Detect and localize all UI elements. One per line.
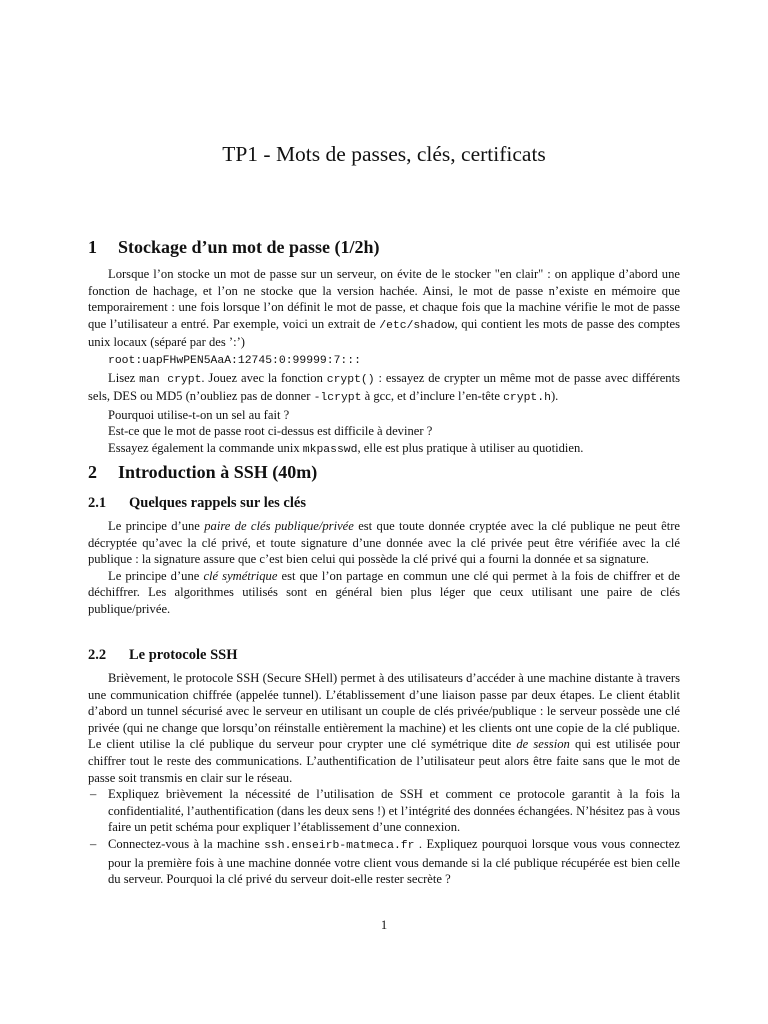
subsection-title: Quelques rappels sur les clés bbox=[129, 495, 306, 511]
section-number: 1 bbox=[88, 237, 97, 257]
code-line: root:uapFHwPEN5AaA:12745:0:99999:7::: bbox=[108, 354, 361, 367]
document-page bbox=[88, 0, 680, 1024]
question-list bbox=[88, 786, 680, 888]
page-number: 1 bbox=[380, 918, 388, 932]
subsection-title: Le protocole SSH bbox=[129, 647, 238, 663]
section-title: Introduction à SSH (40m) bbox=[118, 462, 318, 482]
subsection-2-1-heading bbox=[88, 493, 306, 513]
subsection-number: 2.1 bbox=[88, 495, 107, 511]
code-inline: /etc/shadow bbox=[379, 319, 455, 332]
question: Essayez également la commande unix mkpasswd, elle est plus pratique à utiliser au quotidien. bbox=[108, 440, 584, 456]
paragraph: Le principe d’une paire de clés publique/privée est que toute donnée cryptée avec la clé publique ne peut être décryptée qu’avec la clé privé, et toute signature d’une donnée avec la clé privée peut être vérifiée avec la clé publique : la signature assure que c’est bien celui qui possède la clé privé qui a fourni la donnée et sa signature. bbox=[88, 519, 680, 567]
document-title: TP1 - Mots de passes, clés, certificats bbox=[222, 142, 546, 166]
section-1-body bbox=[88, 266, 680, 459]
paragraph: Lorsque l’on stocke un mot de passe sur un serveur, on évite de le stocker "en clair" : on applique d’abord une fonction de hachage, et l’on ne stocke que la version hachée. Ainsi, le mot de passe n’existe en mémoire que temporairement : une fois lorsque l’on définit le mot de passe, et chaque fois que la machine vérifie le mot de passe que l’utilisateur a entré. Par exemple, voici un extrait de /etc/shadow, qui contient les mots de passe des comptes unix locaux (séparé par des ’:’) bbox=[88, 267, 680, 350]
paragraph: Le principe d’une clé symétrique est que l’on partage en commun une clé qui permet à la fois de chiffrer et de déchiffrer. Les algorithmes utilisés sont en général bien plus léger que ceux utilisant une paire de clés publique/privée. bbox=[88, 568, 680, 616]
list-item: – Expliquez brièvement la nécessité de l’utilisation de SSH et comment ce protocole garantit à la fois la confidentialité, l’authentification (dans les deux sens !) et l’intégrité des données échangées. N’hésitez pas à vous faire un petit schéma pour expliquer l’établissement d’une connexion. bbox=[90, 787, 680, 835]
question: Est-ce que le mot de passe root ci-dessus est difficile à deviner ? bbox=[108, 424, 433, 439]
subsection-2-2-heading bbox=[88, 645, 237, 665]
list-item: – Connectez-vous à la machine ssh.enseirb-matmeca.fr . Expliquez pourquoi lorsque vous vous connectez pour la première fois à une machine donnée votre client vous demande si la clé publique récupérée est bien celle du serveur. Pourquoi la clé privé du serveur doit-elle rester secrète ? bbox=[90, 836, 680, 887]
question: Pourquoi utilise-t-on un sel au fait ? bbox=[108, 407, 290, 422]
section-2-heading bbox=[88, 460, 317, 484]
section-1-heading bbox=[88, 235, 380, 259]
subsection-2-1-body bbox=[88, 518, 680, 618]
paragraph: Lisez man crypt. Jouez avec la fonction crypt() : essayez de crypter un même mot de passe avec différents sels, DES ou MD5 (n’oubliez pas de donner -lcrypt à gcc, et d’inclure l’en-tête crypt.h). bbox=[88, 370, 680, 405]
section-number: 2 bbox=[88, 462, 97, 482]
subsection-2-2-body bbox=[88, 670, 680, 888]
section-title: Stockage d’un mot de passe (1/2h) bbox=[118, 237, 380, 257]
subsection-number: 2.2 bbox=[88, 647, 107, 663]
paragraph: Brièvement, le protocole SSH (Secure SHell) permet à des utilisateurs d’accéder à une machine distante à travers une communication chiffrée (appelée tunnel). L’établissement d’une liaison passe par deux étapes. Le client établit d’abord un tunnel sécurisé avec le serveur en utilisant un couple de clés privée/publique : le serveur possède une clé privée (qui ne change que lorsqu’on réinstalle entièrement la machine) et les clients ont une copie de la clé publique. Le client utilise la clé publique du serveur pour crypter une clé symétrique dite de session qui est utilisée pour chiffrer tout le reste des communications. L’authentification de l’utilisateur peut alors être faite sans que le mot de passe soit transmis en clair sur le réseau. bbox=[88, 671, 681, 785]
